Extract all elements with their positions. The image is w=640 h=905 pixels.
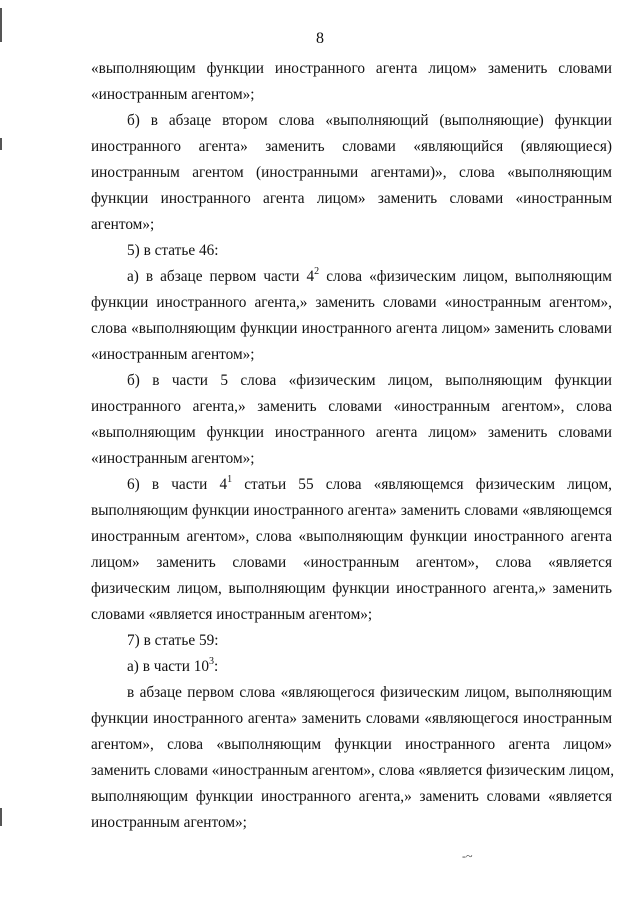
text-line: [91, 736, 612, 754]
text-line-content: б) в части 5 слова «физическим лицом, выполняющим функции: [127, 372, 612, 389]
text-line-content: 6) в части 4: [127, 476, 228, 493]
text-line: [91, 450, 612, 468]
text-line-content: б) в абзаце втором слова «выполняющий (выполняющие) функции: [127, 112, 612, 129]
text-line-content: «выполняющим функции иностранного агента лицом» заменить словами: [91, 60, 612, 77]
text-line-content: слова «выполняющим функции иностранного агента лицом» заменить словами: [91, 320, 612, 337]
text-line-continuation: статьи 55 слова «являющемся физическим лицом,: [232, 476, 612, 493]
text-line-content: а) в части 10: [127, 658, 210, 675]
text-line: [127, 473, 612, 494]
text-line: [91, 528, 612, 546]
text-line: [127, 684, 612, 702]
text-line-content: «иностранным агентом»;: [91, 450, 255, 467]
text-line-content: выполняющим функции иностранного агента,» заменить словами «является: [91, 788, 612, 805]
text-line: [91, 398, 612, 416]
text-line-content: иностранным агентом»;: [91, 814, 247, 831]
scan-artifact-dash: -~: [462, 849, 473, 863]
text-line-content: функции иностранного агента,» заменить словами «иностранным агентом»,: [91, 294, 612, 311]
text-line-content: лицом» заменить словами «иностранным агентом», слова «является: [91, 554, 612, 571]
text-line-content: а) в абзаце первом части 4: [127, 268, 315, 285]
text-line: [91, 580, 612, 598]
text-line-content: функции иностранного агента лицом» заменить словами «иностранным: [91, 190, 612, 207]
text-line: [91, 294, 612, 312]
text-line: [91, 710, 612, 728]
text-line: [91, 814, 612, 832]
text-line-content: иностранным агентом», слова «выполняющим функции иностранного агента: [91, 528, 612, 545]
text-line-content: в абзаце первом слова «являющегося физическим лицом, выполняющим: [127, 684, 612, 701]
text-line: [91, 606, 612, 624]
text-line: [91, 164, 612, 182]
text-line: [91, 60, 612, 78]
text-line: [91, 86, 612, 104]
text-line-content: «выполняющим функции иностранного агента лицом» заменить словами: [91, 424, 612, 441]
text-line-content: выполняющим функции иностранного агента» заменить словами «являющемся: [91, 502, 612, 519]
text-line-continuation: слова «физическим лицом, выполняющим: [319, 268, 612, 285]
text-line: [91, 138, 612, 156]
text-line-content: заменить словами «иностранным агентом», слова «является физическим лицом,: [91, 762, 615, 779]
text-line: [127, 265, 612, 286]
text-line-content: 7) в статье 59:: [127, 632, 219, 649]
text-line-content: иностранного агента,» заменить словами «иностранным агентом», слова: [91, 398, 612, 415]
text-line-content: агентом», слова «выполняющим функции иностранного агента лицом»: [91, 736, 612, 753]
text-line-content: словами «является иностранным агентом»;: [91, 606, 373, 623]
text-line: [91, 424, 612, 442]
scan-edge-mark: [0, 138, 2, 150]
text-line: [91, 788, 612, 806]
text-line: [127, 112, 612, 130]
text-line-content: агентом»;: [91, 216, 155, 233]
text-line: [91, 762, 615, 780]
text-line: [91, 320, 612, 338]
text-line: [127, 242, 612, 260]
scan-edge-mark: [0, 8, 2, 42]
text-line-content: иностранного агента» заменить словами «являющийся (являющиеся): [91, 138, 612, 155]
superscript: 2: [314, 265, 320, 277]
text-line-content: 5) в статье 46:: [127, 242, 219, 259]
text-line: [127, 372, 612, 390]
page-number: 8: [316, 30, 324, 47]
text-line-continuation: :: [214, 658, 219, 675]
superscript: 3: [209, 655, 215, 667]
text-line: [91, 216, 612, 234]
text-line-content: «иностранным агентом»;: [91, 346, 255, 363]
text-line: [91, 190, 612, 208]
text-line-content: «иностранным агентом»;: [91, 86, 255, 103]
text-line-content: функции иностранного агента» заменить словами «являющегося иностранным: [91, 710, 612, 727]
text-line: [91, 502, 612, 520]
text-line: [91, 554, 612, 572]
text-line-content: физическим лицом, выполняющим функции иностранного агента,» заменить: [91, 580, 612, 597]
text-line-content: иностранным агентом (иностранными агентами)», слова «выполняющим: [91, 164, 612, 181]
text-line: [127, 655, 612, 676]
text-line: [127, 632, 612, 650]
text-line: [91, 346, 612, 364]
superscript: 1: [227, 473, 233, 485]
scan-edge-mark: [0, 808, 2, 826]
